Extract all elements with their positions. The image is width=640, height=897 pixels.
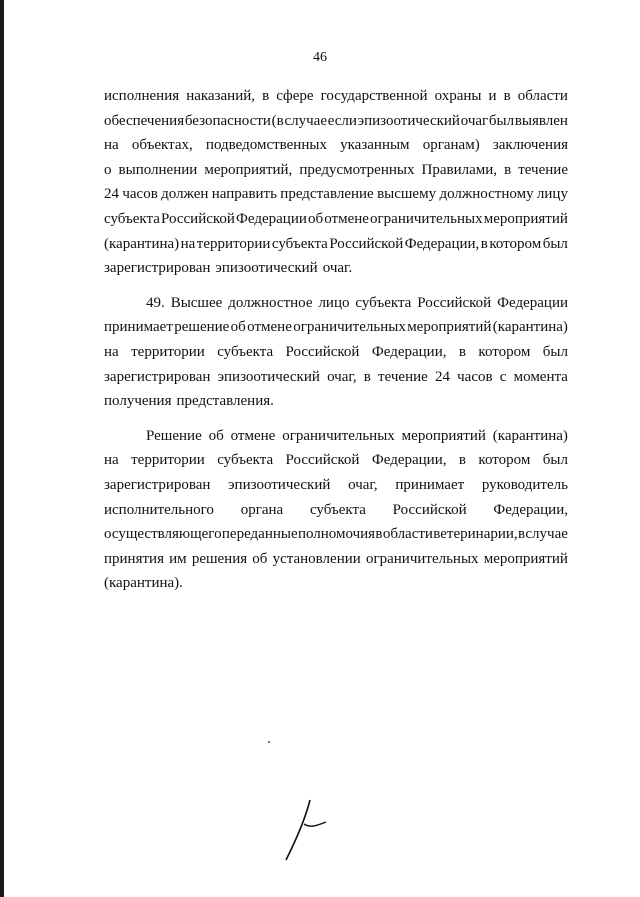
text-line: осуществляющего переданные полномочия в области ветеринарии, в случае (104, 526, 568, 543)
text-line: принимает решение об отмене ограничительных мероприятий (карантина) (104, 319, 568, 336)
text-line: на территории субъекта Российской Федерации, в котором был (104, 452, 568, 469)
text-line: субъекта Российской Федерации об отмене ограничительных мероприятий (104, 210, 568, 227)
text-line: Решение об отмене ограничительных мероприятий (карантина) (146, 427, 568, 444)
text-line: зарегистрирован эпизоотический очаг, принимает руководитель (104, 476, 568, 493)
paragraph-gap (104, 414, 568, 424)
paragraph-gap (104, 281, 568, 291)
text-line: 24 часов должен направить представление высшему должностному лицу (104, 186, 568, 203)
text-line: принятия им решения об установлении ограничительных мероприятий (104, 550, 568, 567)
text-line: исполнения наказаний, в сфере государственной охраны и в области (104, 88, 568, 104)
text-line: исполнительного органа субъекта Российской Федерации, (104, 501, 568, 518)
signature-mark (276, 796, 336, 866)
paragraph-decision (104, 424, 568, 596)
scan-page-edge (0, 0, 4, 897)
paragraph-continuation (104, 84, 568, 281)
text-line: о выполнении мероприятий, предусмотренных Правилами, в течение (104, 161, 568, 178)
page-number: 46 (313, 50, 327, 65)
text-line: (карантина). (104, 575, 183, 592)
text-line: на территории субъекта Российской Федерации, в котором был (104, 343, 568, 360)
paragraph-49 (104, 291, 568, 414)
text-line: зарегистрирован эпизоотический очаг, в течение 24 часов с момента (104, 368, 568, 385)
text-line: зарегистрирован эпизоотический очаг. (104, 260, 353, 277)
text-line: на объектах, подведомственных указанным органам) заключения (104, 137, 568, 154)
scan-speck (268, 741, 270, 743)
text-line: обеспечения безопасности (в случае если эпизоотический очаг был выявлен (104, 112, 568, 129)
text-line: (карантина) на территории субъекта Российской Федерации, в котором был (104, 235, 568, 252)
document-body (104, 84, 568, 596)
text-line: получения представления. (104, 393, 274, 410)
text-line: 49. Высшее должностное лицо субъекта Российской Федерации (146, 294, 568, 311)
